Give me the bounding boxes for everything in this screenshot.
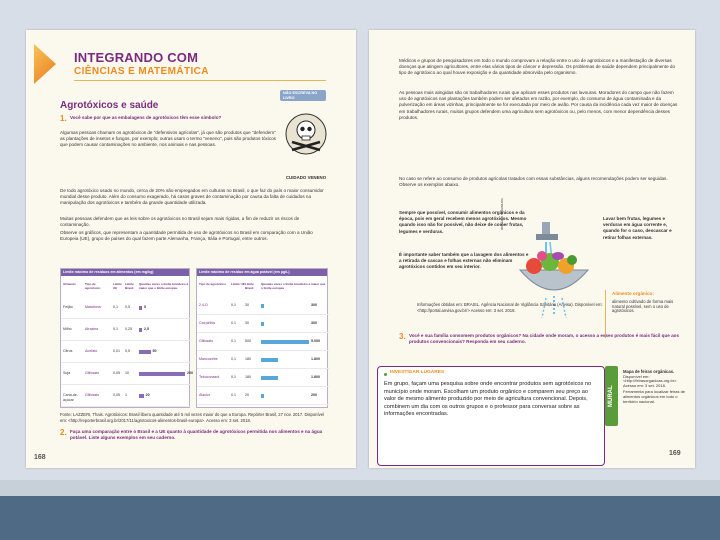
pesticide-label: Alaclor bbox=[199, 393, 210, 397]
table-row bbox=[197, 315, 329, 333]
left-page bbox=[26, 30, 356, 468]
mural-item-description: Ferramenta para localizar feiras de alimentos orgânicos em todo o território nacional. bbox=[623, 389, 686, 404]
pesticide-label: Acefato bbox=[85, 349, 98, 353]
brazil-limit-value: 30 bbox=[245, 303, 249, 307]
skull-warning-icon bbox=[284, 112, 328, 174]
brazil-limit-value: 0,25 bbox=[125, 327, 132, 331]
chart1-header-row bbox=[61, 283, 191, 295]
page-number: 169 bbox=[669, 450, 681, 457]
table-row bbox=[61, 385, 191, 407]
ratio-bar bbox=[261, 340, 309, 344]
paragraph-2: As pessoas mais atingidas são os trabalhadores rurais que aplicam esses produtos nas lavouras. Moradores do campo que não fazem uso de agrotóxicos nas plantações também podem ser afetados em razão, por exemplo, do consumo de água contaminada e da pulverização em áreas vizinhas, principalmente se for executada por meio de avião. Por causa da incidência cada vez maior de doenças em trabalhadores rurais, muitos grupos defendem uma agricultura sem agrotóxicos ou, pelo menos, com menor dependência desses produtos. bbox=[399, 90, 678, 120]
header-title-line1: INTEGRANDO COM bbox=[74, 50, 199, 65]
chart2-col-header: Tipo de agrotóxico bbox=[199, 282, 226, 286]
table-row bbox=[197, 369, 329, 387]
pesticide-label: Mancozebe bbox=[199, 357, 218, 361]
ratio-bar bbox=[139, 306, 142, 310]
brazil-limit-value: 0,5 bbox=[125, 349, 130, 353]
pesticide-label: Glifosato bbox=[199, 339, 214, 343]
source-citation: Fonte: LAZZERI, Thais. Agrotóxicos: Brasil libera quantidade até 5 mil vezes maior do que a Europa. Repórter Brasil, 27 nov. 2017. Disponível em: <http://reporterbrasil.org.br/2017/11/agrotoxicos-alimentos-brasil-europa>. Acesso em: 3 set. 2018. bbox=[60, 412, 325, 423]
mural-tab: MURAL bbox=[605, 366, 618, 426]
chart1-rows bbox=[61, 297, 191, 407]
question-number: 1. bbox=[60, 114, 67, 123]
ratio-bar bbox=[139, 394, 144, 398]
eu-limit-value: 0,1 bbox=[113, 305, 118, 309]
ratio-bar bbox=[139, 372, 185, 376]
investigate-box bbox=[377, 366, 605, 466]
mural-item-link: Disponível em: <http://feirasorganicas.org.br>. Acesso em: 3 set. 2018. bbox=[623, 373, 678, 388]
table-row bbox=[61, 297, 191, 319]
ratio-bar bbox=[261, 304, 264, 308]
food-label: Citros bbox=[63, 349, 73, 353]
pesticide-label: Atrazina bbox=[85, 327, 99, 331]
eu-limit-value: 0,1 bbox=[231, 357, 236, 361]
food-label: Feijão bbox=[63, 305, 73, 309]
ratio-bar bbox=[261, 358, 278, 362]
chart2-col-header: Limite UE bbox=[231, 282, 245, 286]
ratio-value: 200 bbox=[187, 371, 193, 375]
pesticide-label: Malationa bbox=[85, 305, 101, 309]
bullet-icon bbox=[384, 373, 387, 376]
question-1: Você sabe por que as embalagens de agrotóxicos têm esse símbolo? bbox=[70, 115, 222, 120]
ratio-value: 300 bbox=[311, 303, 317, 307]
glossary-definition: alimento cultivado de forma mais natural possível, sem o uso de agrotóxicos. bbox=[612, 299, 674, 314]
ratio-value: 5 bbox=[144, 305, 146, 309]
food-label: Cana-de-açúcar bbox=[63, 393, 78, 402]
eu-limit-value: 0,1 bbox=[113, 327, 118, 331]
eu-limit-value: 0,01 bbox=[113, 349, 120, 353]
washing-vegetables-illustration bbox=[512, 220, 596, 338]
ratio-value: 5.000 bbox=[311, 339, 320, 343]
chart2-col-header: Quantas vezes o limite brasileiro é maior que o limite europeu bbox=[261, 282, 326, 290]
header-rule bbox=[74, 80, 326, 81]
chart1-col-header: Tipo de agrotóxico bbox=[85, 282, 101, 290]
ratio-bar bbox=[261, 376, 278, 380]
table-row bbox=[197, 387, 329, 405]
pesticide-label: 2,4-D bbox=[199, 303, 208, 307]
paragraph-4: Observe os gráficos, que representam a quantidade permitida de uso de agrotóxicos no Brasil em comparação com a União Europeia (UE), grupo de países do qual fazem parte Alemanha, França, Itália e Portugal, entre outros. bbox=[60, 230, 313, 242]
ratio-value: 1.800 bbox=[311, 357, 320, 361]
tip-washing: É importante saber também que a lavagem dos alimentos e a retirada de cascas e folhas externas não eliminam agrotóxicos contidos em seu interior. bbox=[399, 252, 529, 270]
header-title-line2: CIÊNCIAS E MATEMÁTICA bbox=[74, 66, 209, 77]
chart1-col-header: Alimento bbox=[63, 282, 76, 286]
brazil-limit-value: 500 bbox=[245, 339, 251, 343]
ratio-bar bbox=[261, 394, 264, 398]
eu-limit-value: 0,05 bbox=[113, 393, 120, 397]
food-label: Milho bbox=[63, 327, 72, 331]
chart1-col-header: Limite Brasil bbox=[125, 282, 134, 290]
skull-label: CUIDADO VENENO bbox=[285, 175, 327, 180]
section-title: Agrotóxicos e saúde bbox=[60, 100, 159, 111]
ratio-value: 2,5 bbox=[144, 327, 149, 331]
table-row bbox=[61, 319, 191, 341]
paragraph-2: De todo agrotóxico usado no mundo, cerca de 20% são empregados em culturas no Brasil, o que faz do país o maior consumidor mundial desse produto. Além do consumo exagerado, há casos graves de contaminação por causa da falta de cuidados na manipulação dos agrotóxicos e também da grande quantidade utilizada. bbox=[60, 188, 324, 206]
page-header bbox=[26, 38, 306, 82]
food-label: Soja bbox=[63, 371, 71, 375]
chart-water-residues bbox=[196, 268, 328, 408]
ratio-value: 50 bbox=[152, 349, 157, 353]
mural-item-title: Mapa de feiras orgânicas. bbox=[623, 369, 675, 374]
ratio-value: 20 bbox=[145, 393, 150, 397]
ratio-value: 200 bbox=[311, 393, 317, 397]
pesticide-label: Clorpirifós bbox=[199, 321, 216, 325]
ratio-bar bbox=[261, 322, 264, 326]
table-row bbox=[197, 297, 329, 315]
eu-limit-value: 0,05 bbox=[113, 371, 120, 375]
investigate-text: Em grupo, façam uma pesquisa sobre onde encontrar produtos sem agrotóxicos no município onde moram. Escolham um produto orgânico e comparem seu preço ao valor de mesmo alimento produzido por meio de agricultura convencional. Depois, combinem um dia com os outros grupos e o professor para conversar sobre as informações encontradas. bbox=[384, 381, 592, 418]
investigate-title: INVESTIGAR LUGARES bbox=[390, 370, 445, 375]
pesticide-label: Glifosato bbox=[85, 371, 100, 375]
brazil-limit-value: 180 bbox=[245, 375, 251, 379]
paragraph-1: Médicos e grupos de pesquisadores em todo o mundo comprovam a relação entre o uso de agrotóxicos e a manifestação de diversas doenças que atingem agricultores, entre elas vários tipos de câncer e depressão. Os problemas de saúde dependem principalmente do tipo de agrotóxico ao qual houve exposição e da quantidade absorvida pelo organismo. bbox=[399, 58, 676, 76]
pesticide-label: Glifosato bbox=[85, 393, 100, 397]
brazil-limit-value: 0,5 bbox=[125, 305, 130, 309]
chart2-col-header: Limite Brasil bbox=[245, 282, 254, 290]
ratio-value: 1.800 bbox=[311, 375, 320, 379]
table-row bbox=[197, 351, 329, 369]
footer-bar bbox=[0, 496, 720, 540]
paragraph-3: No caso se refere ao consumo de produtos agrícolas tratados com essas substâncias, alguns recomendações podem ser seguidas. Observe os exemplos abaixo. bbox=[399, 176, 668, 188]
chart1-title: Limite máximo de resíduos em alimentos (em mg/kg) bbox=[61, 269, 189, 276]
right-page bbox=[369, 30, 695, 468]
no-write-badge: NÃO ESCREVA NO LIVRO bbox=[280, 90, 326, 101]
brazil-limit-value: 180 bbox=[245, 357, 251, 361]
table-row bbox=[61, 363, 191, 385]
page-number: 168 bbox=[34, 454, 46, 461]
question-number: 2. bbox=[60, 428, 67, 437]
chart-food-residues bbox=[60, 268, 193, 408]
brazil-limit-value: 1 bbox=[125, 393, 127, 397]
question-3: Você e sua família consomem produtos orgânicos? Na cidade onde moram, o acesso a esses produtos é mais fácil que aos produtos convencionais? Responda em seu caderno. bbox=[409, 333, 680, 345]
brazil-limit-value: 10 bbox=[125, 371, 129, 375]
tip-wash-produce: Lavar bem frutas, legumes e verduras em água corrente e, quando for o caso, descascar e retirar folhas externas. bbox=[603, 216, 672, 240]
eu-limit-value: 0,1 bbox=[231, 303, 236, 307]
question-2: Faça uma comparação entre o Brasil e a UE quanto à quantidade de agrotóxicos permitida nos alimentos e na água potável. Liste alguns exemplos em seu caderno. bbox=[70, 429, 323, 441]
paragraph-1: Algumas pessoas chamam os agrotóxicos de "defensivos agrícolas", já que são produtos que "defendem" as plantações de insetos e fungos, por exemplo; outras usam o termo "veneno", pois são produtos tóxicos que podem causar contaminações no ambiente, nos animais e nas pessoas. bbox=[60, 130, 276, 148]
eu-limit-value: 0,1 bbox=[231, 321, 236, 325]
ratio-bar bbox=[139, 350, 151, 354]
glossary-term: Alimento orgânico: bbox=[612, 291, 654, 296]
chart1-col-header: Quantas vezes o limite brasileiro é maior que o limite europeu bbox=[139, 282, 189, 290]
eu-limit-value: 0,1 bbox=[231, 339, 236, 343]
table-row bbox=[197, 333, 329, 351]
ratio-bar bbox=[139, 328, 142, 332]
illustration-credit: ROGÉRIO NISHIMURA bbox=[500, 198, 504, 230]
mural-content bbox=[623, 370, 691, 404]
chart2-rows bbox=[197, 297, 329, 407]
brazil-limit-value: 20 bbox=[245, 393, 249, 397]
eu-limit-value: 0,1 bbox=[231, 375, 236, 379]
tip-organic: Sempre que possível, consumir alimentos orgânicos e da época, pois em geral recebem menos agrotóxicos. Mesmo quando isso não for possível, não deixe de comer frutas, legumes e verduras. bbox=[399, 210, 527, 234]
footer-band bbox=[0, 480, 720, 496]
question-number: 3. bbox=[399, 332, 406, 341]
info-source: Informações obtidas em: BRASIL. Agência Nacional de Vigilância Sanitária (Anvisa). Disponível em: <http://portal.anvisa.gov.br/> Acesso em: 3 set. 2018. bbox=[417, 302, 603, 313]
chart2-header-row bbox=[197, 283, 329, 295]
glossary-box bbox=[605, 290, 674, 338]
pesticide-label: Tebuconazol bbox=[199, 375, 220, 379]
chart2-title: Limite máximo de resíduo em água potável (em µg/L) bbox=[197, 269, 327, 276]
brazil-limit-value: 30 bbox=[245, 321, 249, 325]
table-row bbox=[61, 341, 191, 363]
chart1-col-header: Limite UE bbox=[113, 282, 122, 290]
paragraph-3: Muitas pessoas defendem que as leis sobre os agrotóxicos no Brasil sejam mais rígidas, a fim de reduzir os riscos de contaminação. bbox=[60, 216, 300, 228]
header-triangle-icon bbox=[34, 44, 56, 84]
ratio-value: 300 bbox=[311, 321, 317, 325]
eu-limit-value: 0,1 bbox=[231, 393, 236, 397]
